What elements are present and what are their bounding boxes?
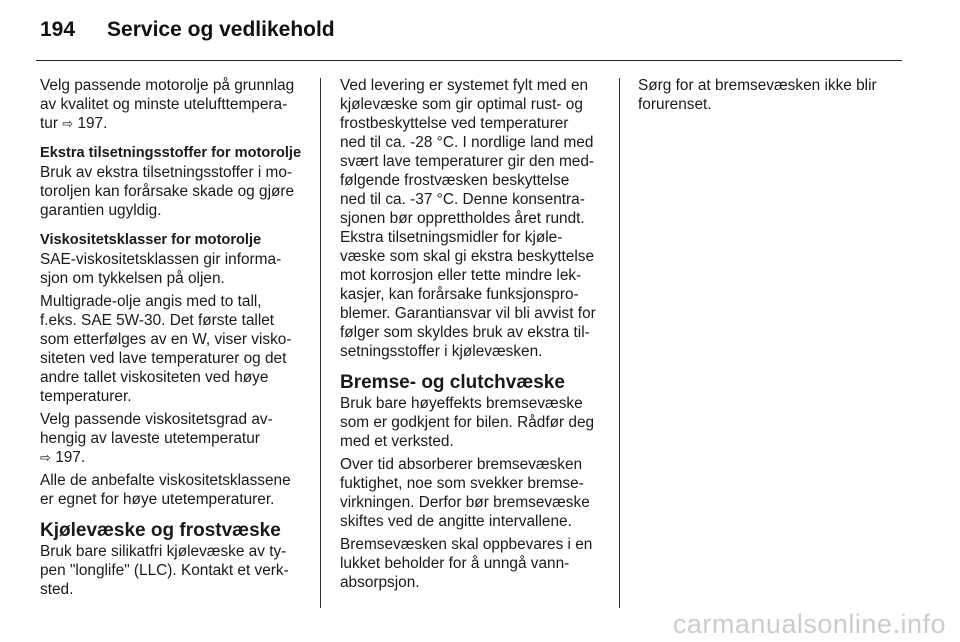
text-line: Velg passende viskositetsgrad av- [40,411,273,428]
paragraph [40,471,312,509]
text-line: Bruk bare høyeffekts bremsevæske [340,395,583,412]
page-reference-arrow-icon: ⇨ [62,116,74,131]
column-divider [619,78,620,608]
paragraph [40,542,312,599]
text-line: er egnet for høye utetemperaturer. [40,491,275,508]
text-line: kjølevæske som gir optimal rust- og [340,96,583,113]
text-fragment: tur [40,115,58,132]
text-line: forurenset. [638,96,712,113]
text-line: f.eks. SAE 5W-30. Det første tallet [40,312,275,329]
text-line: av kvalitet og minste utelufttempera- [40,96,288,113]
text-line: som etterfølges av en W, viser visko- [40,331,292,348]
text-line: temperaturer. [40,388,132,405]
text-line: følgende frostvæsken beskyttelse [340,172,570,189]
text-line: toroljen kan forårsake skade og gjøre [40,183,295,200]
page-reference[interactable]: 197. [55,449,86,466]
text-line: lukket beholder for å unngå vann- [340,555,570,572]
text-line: garantien ugyldig. [40,202,162,219]
paragraph [40,292,312,406]
text-line: mot korrosjon eller tette mindre lek- [340,267,582,284]
page-header [40,18,335,42]
text-line: Bremsevæsken skal oppbevares i en [340,536,593,553]
paragraph [340,76,612,361]
text-line: som er godkjent for bilen. Rådfør deg [340,414,595,431]
watermark: carmanualsonline.info [672,609,946,639]
column-2 [340,76,612,592]
text-line: svært lave temperaturer gir den med- [340,153,595,170]
text-line: siteten ved lave temperaturer og det [40,350,287,367]
text-line: blemer. Garantiansvar vil bli avvist for [340,305,596,322]
text-line: hengig av laveste utetemperatur [40,430,260,447]
text-line: sjon om tykkelsen på oljen. [40,270,225,287]
paragraph [340,394,612,451]
paragraph [638,76,910,114]
text-line: Multigrade-olje angis med to tall, [40,293,262,310]
text-line: skiftes ved de angitte intervallene. [340,513,572,530]
text-line: pen "longlife" (LLC). Kontakt et verk- [40,562,289,579]
text-line: Velg passende motorolje på grunnlag [40,77,295,94]
text-line: væske som skal gi ekstra beskyttelse [340,248,595,265]
text-line: ned til ca. -37 °C. Denne konsentra- [340,191,585,208]
text-line: kasjer, kan forårsake funksjonspro- [340,286,579,303]
paragraph [40,163,312,220]
text-line: sted. [40,581,74,598]
text-line: Alle de anbefalte viskositetsklassene [40,472,291,489]
paragraph [40,410,312,467]
subheading: Viskositetsklasser for motorolje [40,232,262,248]
text-line [40,448,312,467]
text-line: med et verksted. [340,433,454,450]
text-line: frostbeskyttelse ved temperaturer [340,115,569,132]
subheading: Ekstra tilsetningsstoffer for motorolje [40,145,302,161]
text-line: Bruk av ekstra tilsetningsstoffer i mo- [40,164,293,181]
text-line: sjonen bør opprettholdes året rundt. [340,210,585,227]
text-line: følger som skyldes bruk av ekstra til- [340,324,590,341]
text-line: ned til ca. -28 °C. I nordlige land med [340,134,594,151]
text-line: andre tallet viskositeten ved høye [40,369,269,386]
text-line: Over tid absorberer bremsevæsken [340,456,583,473]
page-reference-arrow-icon: ⇨ [40,450,51,465]
section-heading: Kjølevæske og frostvæske [40,520,281,541]
text-line: setningsstoffer i kjølevæsken. [340,343,543,360]
text-line: virkningen. Derfor bør bremsevæske [340,494,590,511]
column-divider [320,78,321,608]
paragraph [40,250,312,288]
text-line [40,114,312,133]
column-3 [638,76,910,114]
column-1 [40,76,312,599]
page-number: 194 [40,18,76,41]
text-line: Ekstra tilsetningsmidler for kjøle- [340,229,563,246]
text-line: Ved levering er systemet fylt med en [340,77,589,94]
text-line: SAE-viskositetsklassen gir informa- [40,251,282,268]
section-heading: Bremse- og clutchvæske [340,372,565,393]
paragraph [40,76,312,133]
paragraph [340,455,612,531]
page-title: Service og vedlikehold [107,18,335,41]
text-line: absorpsjon. [340,574,420,591]
header-rule [36,60,902,61]
text-line: Sørg for at bremsevæsken ikke blir [638,77,877,94]
text-line: Bruk bare silikatfri kjølevæske av ty- [40,543,287,560]
page-reference[interactable]: 197. [77,115,108,132]
text-line: fuktighet, noe som svekker bremse- [340,475,584,492]
paragraph [340,535,612,592]
